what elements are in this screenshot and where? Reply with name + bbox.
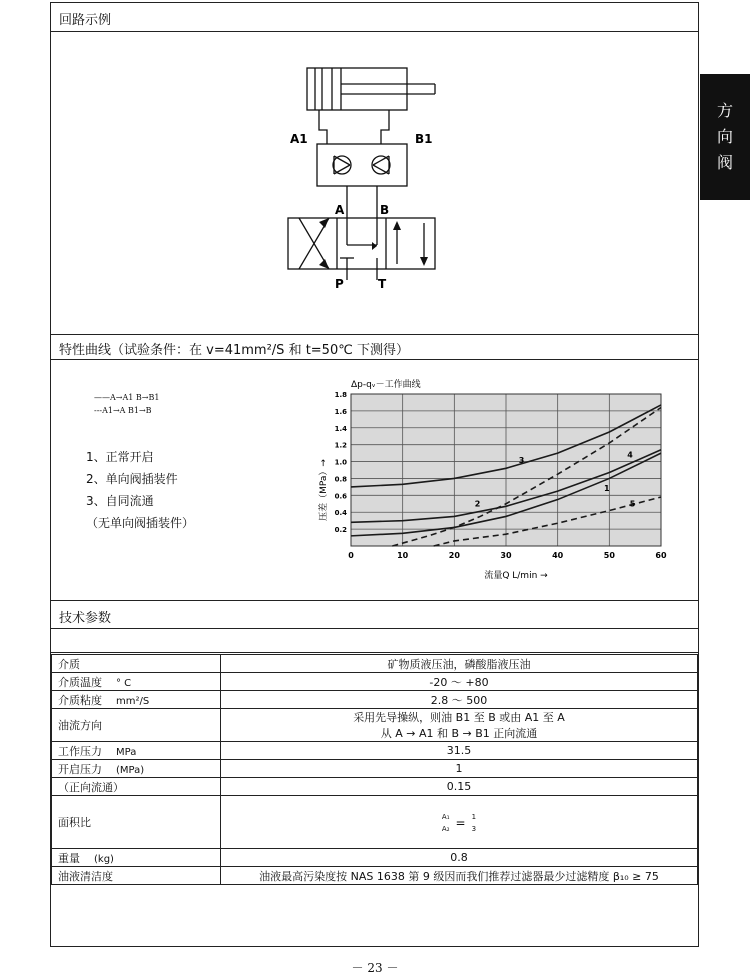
param-label: 介质粘度 xyxy=(58,693,102,707)
params-header xyxy=(51,601,698,629)
param-value: 31.5 xyxy=(446,744,472,757)
curve-label: 5 xyxy=(629,499,636,509)
ratio-term: A₁ xyxy=(441,813,450,821)
param-value: 1 xyxy=(455,762,463,775)
note-item: 1、正常开启 xyxy=(86,450,154,464)
param-label: 重量 xyxy=(58,851,80,865)
legend-dashed: ---A1→A B1→B xyxy=(94,406,152,415)
x-tick-label: 40 xyxy=(552,551,564,560)
param-value-cell xyxy=(221,691,698,709)
curve-header xyxy=(51,335,698,360)
x-tick-label: 50 xyxy=(603,551,615,560)
table-row xyxy=(52,691,698,709)
curve-label: 2 xyxy=(474,499,481,509)
x-axis-label: 流量Q L/min → xyxy=(484,571,548,581)
param-value: 2.8 ～ 500 xyxy=(430,693,488,707)
param-label-cell xyxy=(52,849,221,867)
area-ratio xyxy=(442,811,476,835)
table-row xyxy=(52,778,698,796)
x-tick-label: 30 xyxy=(500,551,512,560)
y-tick-label: 0.6 xyxy=(334,492,347,501)
param-value-cell xyxy=(221,655,698,673)
side-tab-char: 阀 xyxy=(716,153,733,172)
y-tick-label: 1.4 xyxy=(334,424,347,433)
table-row xyxy=(52,742,698,760)
param-label: 油流方向 xyxy=(58,719,102,732)
param-label-cell xyxy=(52,655,221,673)
note-item: 2、单向阀插装件 xyxy=(86,472,178,486)
params-spacer xyxy=(51,629,698,653)
param-unit: ° C xyxy=(116,677,132,689)
label-t: T xyxy=(378,277,387,291)
params-table xyxy=(51,654,698,885)
curve-notes xyxy=(86,446,194,534)
circuit-header xyxy=(51,3,698,32)
characteristic-chart xyxy=(316,376,676,592)
table-row xyxy=(52,849,698,867)
y-tick-label: 1.2 xyxy=(334,441,347,450)
circuit-body xyxy=(51,32,698,335)
param-unit: mm²/S xyxy=(116,695,150,707)
circuit-title: 回路示例 xyxy=(59,13,112,28)
param-value-cell xyxy=(221,849,698,867)
label-b1: B1 xyxy=(415,132,433,146)
param-value-cell xyxy=(221,796,698,849)
param-value: 0.15 xyxy=(446,780,472,793)
param-value: 0.8 xyxy=(450,851,468,864)
param-label: 面积比 xyxy=(58,816,91,829)
label-p: P xyxy=(335,277,344,291)
curve-label: 4 xyxy=(627,450,633,460)
x-tick-label: 20 xyxy=(448,551,460,560)
curve-title: 特性曲线（试验条件：在 v=41mm²/S 和 t=50℃ 下测得） xyxy=(59,343,409,358)
param-value-cell xyxy=(221,778,698,796)
param-label-cell xyxy=(52,673,221,691)
y-tick-label: 1.6 xyxy=(334,407,347,416)
table-row xyxy=(52,760,698,778)
label-b: B xyxy=(380,203,390,217)
note-item: 3、自同流通 xyxy=(86,494,154,508)
table-row xyxy=(52,655,698,673)
param-value-cell xyxy=(221,867,698,885)
param-label: 介质温度 xyxy=(58,675,102,689)
param-value-cell xyxy=(221,742,698,760)
table-row xyxy=(52,673,698,691)
x-tick-label: 0 xyxy=(348,551,354,560)
param-value: 从 A → A1 和 B → B1 正向流通 xyxy=(380,727,538,740)
table-row xyxy=(52,796,698,849)
param-value-cell xyxy=(221,673,698,691)
param-value-cell xyxy=(221,760,698,778)
y-tick-label: 0.2 xyxy=(334,526,347,535)
y-tick-label: 1.8 xyxy=(334,391,347,399)
curve-label: 1 xyxy=(603,484,610,494)
param-label-cell xyxy=(52,742,221,760)
ratio-equals: = xyxy=(455,816,466,830)
y-axis-label: 压差（MPa）→ xyxy=(319,459,329,521)
param-label: 油液清洁度 xyxy=(58,869,113,883)
chart-title: Δp-qᵥ－工作曲线 xyxy=(351,380,421,390)
label-a: A xyxy=(335,203,345,217)
chart-legend xyxy=(94,391,159,417)
param-label-cell xyxy=(52,691,221,709)
param-label: （正向流通） xyxy=(58,780,124,794)
param-label-cell xyxy=(52,867,221,885)
note-item: （无单向阀插装件） xyxy=(86,516,195,530)
page-number: － 23 － xyxy=(351,961,399,975)
x-tick-label: 10 xyxy=(397,551,409,560)
y-tick-label: 0.4 xyxy=(334,509,347,518)
param-value: 采用先导操纵，则油 B1 至 B 或由 A1 至 A xyxy=(353,711,565,724)
label-a1: A1 xyxy=(290,132,308,146)
table-row xyxy=(52,709,698,742)
curve-label: 3 xyxy=(518,456,525,466)
param-label-cell xyxy=(52,760,221,778)
param-label: 介质 xyxy=(58,657,80,671)
circuit-diagram xyxy=(51,32,698,334)
param-value: 矿物质液压油，磷酸脂液压油 xyxy=(387,657,531,671)
ratio-term: A₂ xyxy=(441,825,450,833)
param-label-cell xyxy=(52,796,221,849)
side-tab-char: 向 xyxy=(716,127,733,146)
param-value: -20 ～ +80 xyxy=(429,675,489,689)
ratio-term: 1 xyxy=(471,813,477,821)
x-tick-label: 60 xyxy=(655,551,667,560)
param-value-cell xyxy=(221,709,698,742)
legend-solid: ——A→A1 B→B1 xyxy=(94,393,160,402)
ratio-term: 3 xyxy=(471,825,477,833)
params-title: 技术参数 xyxy=(59,611,112,626)
table-row xyxy=(52,867,698,885)
section-side-tab xyxy=(700,74,750,200)
param-unit: (MPa) xyxy=(116,764,145,776)
param-label-cell xyxy=(52,709,221,742)
param-unit: (kg) xyxy=(94,853,114,865)
param-label: 开启压力 xyxy=(58,762,102,776)
param-label: 工作压力 xyxy=(58,744,102,758)
y-tick-label: 1.0 xyxy=(334,458,347,467)
param-label-cell xyxy=(52,778,221,796)
param-unit: MPa xyxy=(116,746,137,758)
y-tick-label: 0.8 xyxy=(334,475,347,484)
param-value: 油液最高污染度按 NAS 1638 第 9 级因而我们推荐过滤器最少过滤精度 β₁₀ ≥ 75 xyxy=(259,869,659,883)
side-tab-char: 方 xyxy=(716,101,733,120)
